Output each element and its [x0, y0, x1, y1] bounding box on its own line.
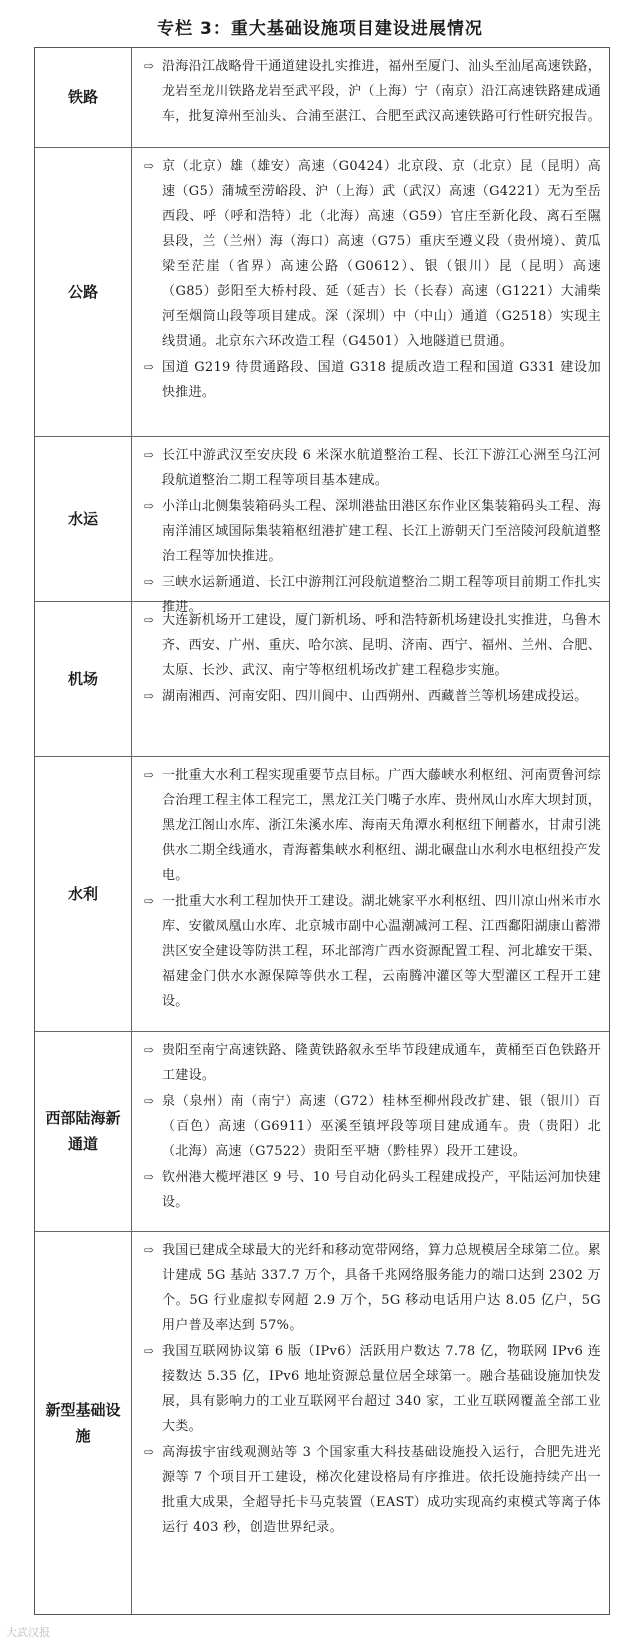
page-title: 专栏 3：重大基础设施项目建设进展情况	[157, 19, 483, 39]
arrow-bullet-icon: ⇨	[143, 894, 155, 909]
item-list	[132, 1232, 609, 1614]
list-item	[136, 889, 601, 1014]
table-row	[35, 48, 609, 148]
arrow-bullet-icon: ⇨	[143, 1169, 155, 1184]
item-text: 沿海沿江战略骨干通道建设扎实推进，福州至厦门、汕头至汕尾高速铁路，龙岩至龙川铁路龙岩至武平段，沪（上海）宁（南京）沿江高速铁路建成通车，批复漳州至汕头、合浦至湛江、合肥至武汉高速铁路可行性研究报告。	[162, 59, 601, 124]
table-row	[35, 602, 609, 757]
list-item	[136, 54, 601, 129]
item-list	[132, 757, 609, 1031]
arrow-bullet-icon: ⇨	[143, 1093, 155, 1108]
list-item	[136, 608, 601, 683]
watermark: 大武汉报	[6, 1626, 50, 1639]
item-text: 泉（泉州）南（南宁）高速（G72）桂林至柳州段改扩建、银（银川）百（百色）高速（G6911）巫溪至镇坪段等项目建成通车。贵（贵阳）北（北海）高速（G7522）贵阳至平塘（黔桂界）段开工建设。	[162, 1093, 601, 1159]
list-item	[136, 1339, 601, 1439]
category-label: 水利	[35, 757, 132, 1031]
arrow-bullet-icon: ⇨	[143, 448, 155, 463]
item-list	[132, 1032, 609, 1231]
arrow-bullet-icon: ⇨	[143, 499, 155, 514]
category-label: 铁路	[35, 48, 132, 147]
item-text: 钦州港大榄坪港区 9 号、10 号自动化码头工程建成投产，平陆运河加快建设。	[162, 1169, 601, 1210]
arrow-bullet-icon: ⇨	[143, 689, 155, 704]
item-text: 大连新机场开工建设，厦门新机场、呼和浩特新机场建设扎实推进，乌鲁木齐、西安、广州、重庆、哈尔滨、昆明、济南、西宁、福州、兰州、合肥、太原、长沙、武汉、南宁等枢纽机场改扩建工程稳步实施。	[162, 613, 601, 679]
list-item	[136, 494, 601, 569]
item-text: 京（北京）雄（雄安）高速（G0424）北京段、京（北京）昆（昆明）高速（G5）蒲城至涝峪段、沪（上海）武（武汉）高速（G4221）无为至岳西段、呼（呼和浩特）北（北海）高速（G59）官庄至新化段、离石至隰县段，兰（兰州）海（海口）高速（G75）重庆至遵义段（贵州境）、黄瓜梁至茫崖（省界）高速公路（G0612）、银（银川）昆（昆明）高速（G85）彭阳至大桥村段、延（延吉）长（长春）高速（G1221）大浦柴河至烟筒山段等项目建成。深（深圳）中（中山）通道（G2518）实现主线贯通。北京东六环改造工程（G4501）入地隧道已贯通。	[162, 158, 601, 349]
item-list	[132, 48, 609, 147]
list-item	[136, 684, 601, 709]
item-text: 国道 G219 待贯通路段、国道 G318 提质改造工程和国道 G331 建设加快推进。	[162, 359, 601, 400]
list-item	[136, 1165, 601, 1215]
infrastructure-table	[34, 47, 610, 1615]
category-label: 新型基础设施	[35, 1232, 132, 1614]
arrow-bullet-icon: ⇨	[143, 158, 155, 173]
list-item	[136, 1038, 601, 1088]
list-item	[136, 1440, 601, 1540]
arrow-bullet-icon: ⇨	[143, 1242, 155, 1257]
arrow-bullet-icon: ⇨	[143, 1343, 155, 1358]
category-label: 机场	[35, 602, 132, 756]
list-item	[136, 443, 601, 493]
table-row	[35, 1232, 609, 1614]
item-list	[132, 437, 609, 616]
item-list	[132, 148, 609, 437]
table-row	[35, 757, 609, 1032]
list-item	[136, 763, 601, 888]
arrow-bullet-icon: ⇨	[143, 613, 155, 628]
item-text: 湖南湘西、河南安阳、四川阆中、山西朔州、西藏普兰等机场建成投运。	[162, 689, 588, 705]
table-row	[35, 1032, 609, 1232]
item-text: 一批重大水利工程实现重要节点目标。广西大藤峡水利枢纽、河南贾鲁河综合治理工程主体工程完工，黑龙江关门嘴子水库、贵州凤山水库大坝封顶，黑龙江阁山水库、浙江朱溪水库、海南天角潭水利枢纽下闸蓄水，甘肃引洮供水二期全线通水，青海蓄集峡水利枢纽、湖北碾盘山水利水电枢纽投产发电。	[162, 768, 601, 884]
item-text: 高海拔宇宙线观测站等 3 个国家重大科技基础设施投入运行，合肥先进光源等 7 个项目开工建设，梯次化建设格局有序推进。依托设施持续产出一批重大成果，全超导托卡马克装置（EAST）成功实现高约束模式等离子体运行 403 秒，创造世界纪录。	[162, 1444, 601, 1535]
item-text: 一批重大水利工程加快开工建设。湖北姚家平水利枢纽、四川凉山州米市水库、安徽凤凰山水库、北京城市副中心温潮减河工程、江西鄱阳湖康山蓄滞洪区安全建设等防洪工程，环北部湾广西水资源配置工程、河北雄安干渠、福建金门供水水源保障等供水工程，云南腾冲灌区等大型灌区工程开工建设。	[162, 894, 601, 1010]
item-text: 长江中游武汉至安庆段 6 米深水航道整治工程、长江下游江心洲至乌江河段航道整治二期工程等项目基本建成。	[162, 448, 601, 489]
list-item	[136, 1089, 601, 1164]
item-text: 贵阳至南宁高速铁路、隆黄铁路叙永至毕节段建成通车，黄桶至百色铁路开工建设。	[162, 1042, 601, 1083]
arrow-bullet-icon: ⇨	[143, 1444, 155, 1459]
table-row	[35, 437, 609, 616]
item-text: 小洋山北侧集装箱码头工程、深圳港盐田港区东作业区集装箱码头工程、海南洋浦区域国际集装箱枢纽港扩建工程、长江上游朝天门至涪陵河段航道整治工程等加快推进。	[162, 499, 601, 565]
arrow-bullet-icon: ⇨	[143, 575, 155, 590]
table-row	[35, 148, 609, 438]
list-item	[136, 1238, 601, 1338]
arrow-bullet-icon: ⇨	[143, 359, 155, 374]
item-text: 我国互联网协议第 6 版（IPv6）活跃用户数达 7.78 亿，物联网 IPv6 连接数达 5.35 亿，IPv6 地址资源总量位居全球第一。融合基础设施加快发展，具有影响力的工业互联网平台超过 340 家，工业互联网覆盖全部工业大类。	[162, 1343, 601, 1434]
category-label: 公路	[35, 148, 132, 437]
category-label: 西部陆海新通道	[35, 1032, 132, 1231]
arrow-bullet-icon: ⇨	[143, 59, 155, 73]
list-item	[136, 154, 601, 354]
item-text: 我国已建成全球最大的光纤和移动宽带网络，算力总规模居全球第二位。累计建成 5G 基站 337.7 万个，具备千兆网络服务能力的端口达到 2302 万个。5G 行业虚拟专网超 2.9 万个，5G 移动电话用户达 8.05 亿户，5G 用户普及率达到 57%。	[162, 1242, 601, 1333]
item-text: 三峡水运新通道、长江中游荆江河段航道整治二期工程等项目前期工作扎实推进。	[162, 575, 601, 616]
arrow-bullet-icon: ⇨	[143, 768, 155, 783]
category-label: 水运	[35, 437, 132, 601]
item-list	[132, 602, 609, 756]
arrow-bullet-icon: ⇨	[143, 1042, 155, 1057]
list-item	[136, 355, 601, 405]
